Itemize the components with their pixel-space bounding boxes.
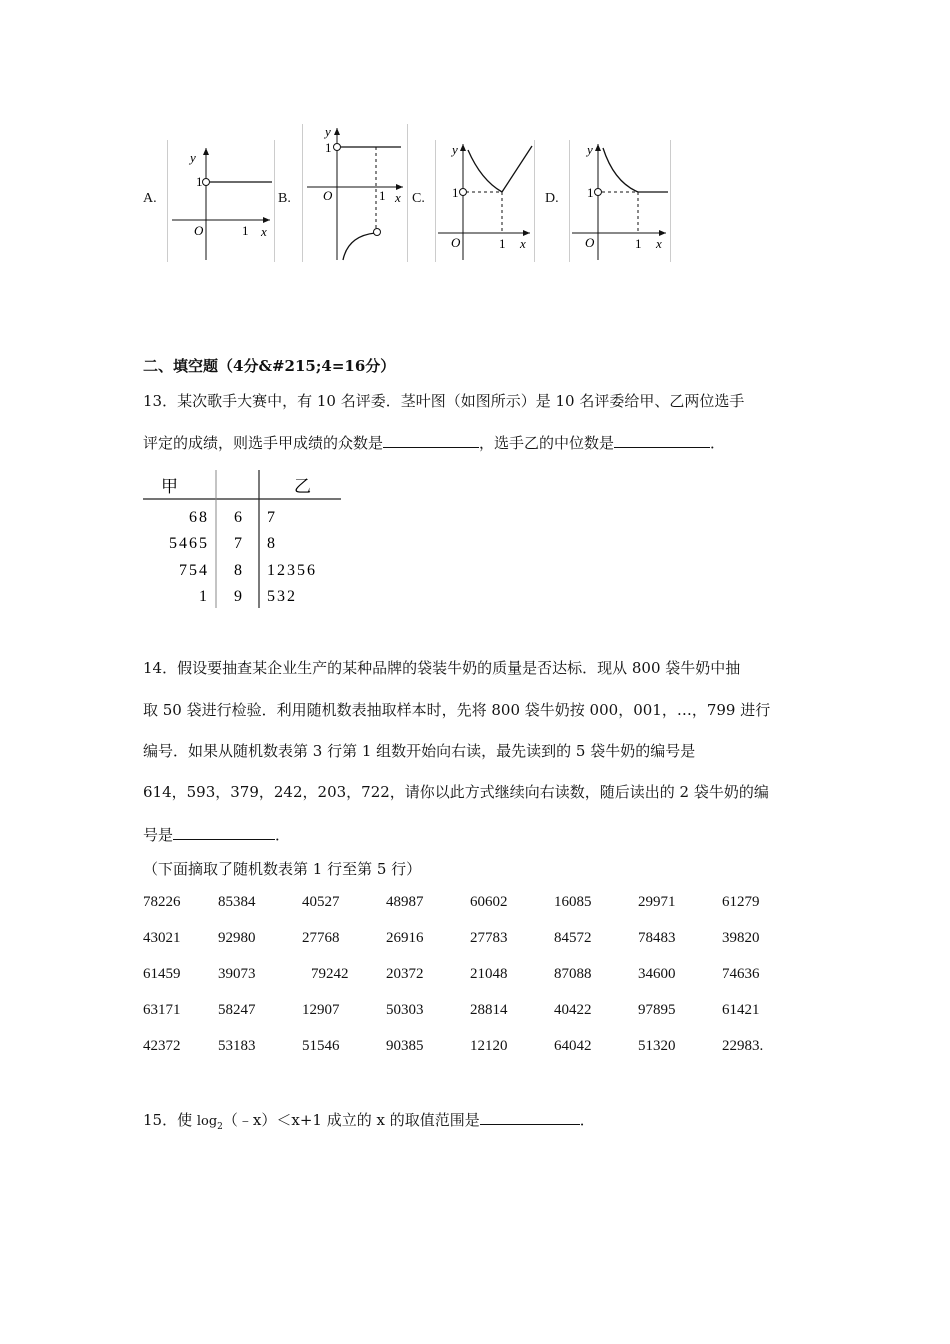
table-cell: 29971 xyxy=(638,894,676,910)
table-cell: 50303 xyxy=(386,1002,424,1018)
table-cell: 87088 xyxy=(554,966,592,982)
stem-row-right: 12356 xyxy=(267,562,317,579)
c-one-x: 1 xyxy=(499,236,506,251)
q14-line2: 取 50 袋进行检验．利用随机数表抽取样本时，先将 800 袋牛奶按 000，001，…，799 进行 xyxy=(143,701,771,719)
option-b-label: B. xyxy=(278,191,291,206)
table-cell: 51320 xyxy=(638,1038,676,1054)
b-one-x: 1 xyxy=(379,188,386,203)
option-d-label: D. xyxy=(545,191,559,206)
table-cell: 58247 xyxy=(218,1002,256,1018)
q13-line2 xyxy=(143,431,725,454)
table-cell: 51546 xyxy=(302,1038,340,1054)
q14-line3: 编号．如果从随机数表第 3 行第 1 组数开始向右读，最先读到的 5 袋牛奶的编号是 xyxy=(143,742,696,760)
stem-row-stem: 7 xyxy=(234,535,242,552)
q14-line5 xyxy=(143,823,290,846)
q13-line2c: ． xyxy=(710,434,726,452)
stem-row-right: 8 xyxy=(267,535,277,552)
b-origin: O xyxy=(323,188,333,203)
a-one-y: 1 xyxy=(196,174,203,189)
table-cell: 40527 xyxy=(302,894,340,910)
option-c-label: C. xyxy=(412,191,425,206)
q15-line xyxy=(143,1108,595,1138)
option-a-graph[interactable] xyxy=(167,140,275,262)
table-cell: 43021 xyxy=(143,930,181,946)
q13-line1: 13．某次歌手大赛中，有 10 名评委．茎叶图（如图所示）是 10 名评委给甲、乙两位选手 xyxy=(143,392,745,410)
table-cell: 85384 xyxy=(218,894,256,910)
random-number-table xyxy=(0,894,950,1074)
table-cell: 61421 xyxy=(722,1002,760,1018)
d-one-y: 1 xyxy=(587,185,594,200)
table-cell: 90385 xyxy=(386,1038,424,1054)
a-xlabel: x xyxy=(261,224,267,239)
q15-prefix: 15．使 xyxy=(143,1111,197,1129)
stem-row-left: 1 xyxy=(199,588,209,605)
q13-line2a: 评定的成绩，则选手甲成绩的众数是 xyxy=(143,434,384,452)
d-origin: O xyxy=(585,235,595,250)
stem-row-stem: 6 xyxy=(234,509,242,526)
table-cell: 12120 xyxy=(470,1038,508,1054)
a-origin: O xyxy=(194,223,204,238)
c-ylabel: y xyxy=(452,142,458,157)
table-cell: 84572 xyxy=(554,930,592,946)
q14-blank[interactable] xyxy=(173,823,275,840)
table-cell: 64042 xyxy=(554,1038,592,1054)
option-c-graph[interactable] xyxy=(435,140,535,262)
d-ylabel: y xyxy=(587,142,593,157)
table-cell: 79242 xyxy=(311,966,349,982)
c-origin: O xyxy=(451,235,461,250)
q13-blank-2[interactable] xyxy=(614,431,710,448)
table-cell: 48987 xyxy=(386,894,424,910)
table-cell: 27768 xyxy=(302,930,340,946)
stem-row-stem: 8 xyxy=(234,562,242,579)
stem-row-right: 7 xyxy=(267,509,277,526)
table-cell: 40422 xyxy=(554,1002,592,1018)
c-xlabel: x xyxy=(520,236,526,251)
table-cell: 28814 xyxy=(470,1002,508,1018)
c-one-y: 1 xyxy=(452,185,459,200)
option-b-graph[interactable] xyxy=(302,124,408,262)
d-one-x: 1 xyxy=(635,236,642,251)
stem-row-stem: 9 xyxy=(234,588,242,605)
b-ylabel: y xyxy=(325,124,331,139)
table-cell: 74636 xyxy=(722,966,760,982)
b-one-y: 1 xyxy=(325,140,332,155)
stem-row-left: 754 xyxy=(179,562,209,579)
q13-line2b: ，选手乙的中位数是 xyxy=(479,434,615,452)
q15-log: log xyxy=(196,1114,218,1129)
table-cell: 22983. xyxy=(722,1038,764,1054)
q14-note: （下面摘取了随机数表第 1 行至第 5 行） xyxy=(143,860,422,878)
table-cell: 16085 xyxy=(554,894,592,910)
stem-header-left: 甲 xyxy=(161,477,178,496)
q14-line1: 14．假设要抽查某企业生产的某种品牌的袋装牛奶的质量是否达标．现从 800 袋牛奶中抽 xyxy=(143,659,741,677)
q14-line4: 614，593，379，242，203，722，请你以此方式继续向右读数，随后读出的 2 袋牛奶的编 xyxy=(143,783,769,801)
q14-line5a: 号是 xyxy=(143,826,174,844)
q15-blank[interactable] xyxy=(480,1108,580,1125)
stem-leaf-table xyxy=(143,470,343,610)
a-ylabel: y xyxy=(190,150,196,165)
option-d-graph[interactable] xyxy=(569,140,671,262)
q15-log-base: 2 xyxy=(217,1122,223,1132)
table-cell: 60602 xyxy=(470,894,508,910)
b-xlabel: x xyxy=(395,190,401,205)
table-cell: 39073 xyxy=(218,966,256,982)
table-cell: 42372 xyxy=(143,1038,181,1054)
stem-row-left: 5465 xyxy=(169,535,209,552)
table-cell: 26916 xyxy=(386,930,424,946)
table-cell: 20372 xyxy=(386,966,424,982)
table-cell: 63171 xyxy=(143,1002,181,1018)
table-cell: 27783 xyxy=(470,930,508,946)
q14-line5b: ． xyxy=(275,826,291,844)
table-cell: 34600 xyxy=(638,966,676,982)
table-cell: 97895 xyxy=(638,1002,676,1018)
table-cell: 61459 xyxy=(143,966,181,982)
table-cell: 78226 xyxy=(143,894,181,910)
section-title: 二、填空题（4分&#215;4=16分） xyxy=(143,357,396,375)
q13-blank-1[interactable] xyxy=(383,431,479,448)
stem-row-left: 68 xyxy=(189,509,209,526)
a-one-x: 1 xyxy=(242,223,249,238)
table-cell: 39820 xyxy=(722,930,760,946)
table-cell: 12907 xyxy=(302,1002,340,1018)
table-cell: 21048 xyxy=(470,966,508,982)
stem-header-right: 乙 xyxy=(294,477,311,496)
q15-mid: （﹣x）＜x+1 成立的 x 的取值范围是 xyxy=(222,1111,480,1129)
table-cell: 78483 xyxy=(638,930,676,946)
q15-suffix: ． xyxy=(579,1111,595,1129)
table-cell: 61279 xyxy=(722,894,760,910)
table-cell: 92980 xyxy=(218,930,256,946)
table-cell: 53183 xyxy=(218,1038,256,1054)
option-a-label: A. xyxy=(143,191,157,206)
stem-row-right: 532 xyxy=(267,588,297,605)
d-xlabel: x xyxy=(656,236,662,251)
